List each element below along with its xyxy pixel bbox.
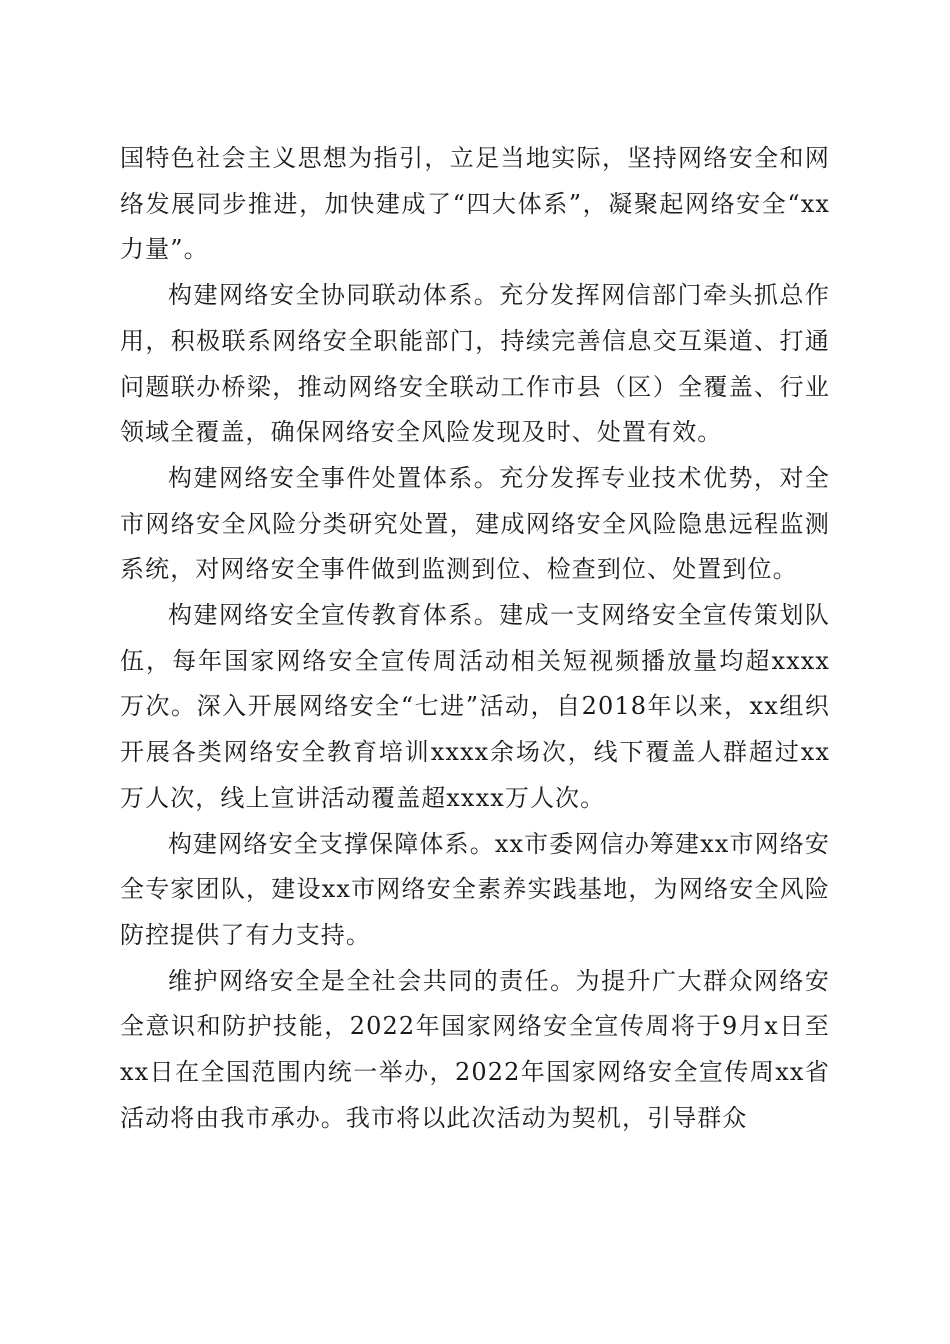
paragraph-4: 构建网络安全宣传教育体系。建成一支网络安全宣传策划队伍，每年国家网络安全宣传周活动相关短视频播放量均超xxxx万次。深入开展网络安全“七进”活动，自2018年以来，xx组织开展各类网络安全教育培训xxxx余场次，线下覆盖人群超过xx万人次，线上宣讲活动覆盖超xxxx万人次。 xyxy=(120,601,830,812)
paragraph-6: 维护网络安全是全社会共同的责任。为提升广大群众网络安全意识和防护技能，2022年国家网络安全宣传周将于9月x日至xx日在全国范围内统一举办，2022年国家网络安全宣传周xx省活动将由我市承办。我市将以此次活动为契机，引导群众 xyxy=(120,966,830,1132)
paragraph-1: 国特色社会主义思想为指引，立足当地实际，坚持网络安全和网络发展同步推进，加快建成了“四大体系”，凝聚起网络安全“xx力量”。 xyxy=(120,144,830,264)
document-body xyxy=(120,136,830,1141)
paragraph-5: 构建网络安全支撑保障体系。xx市委网信办筹建xx市网络安全专家团队，建设xx市网络安全素养实践基地，为网络安全风险防控提供了有力支持。 xyxy=(120,829,830,949)
paragraph-2: 构建网络安全协同联动体系。充分发挥网信部门牵头抓总作用，积极联系网络安全职能部门，持续完善信息交互渠道、打通问题联办桥梁，推动网络安全联动工作市县（区）全覆盖、行业领域全覆盖，确保网络安全风险发现及时、处置有效。 xyxy=(120,281,830,447)
paragraph-3: 构建网络安全事件处置体系。充分发挥专业技术优势，对全市网络安全风险分类研究处置，建成网络安全风险隐患远程监测系统，对网络安全事件做到监测到位、检查到位、处置到位。 xyxy=(120,463,830,584)
